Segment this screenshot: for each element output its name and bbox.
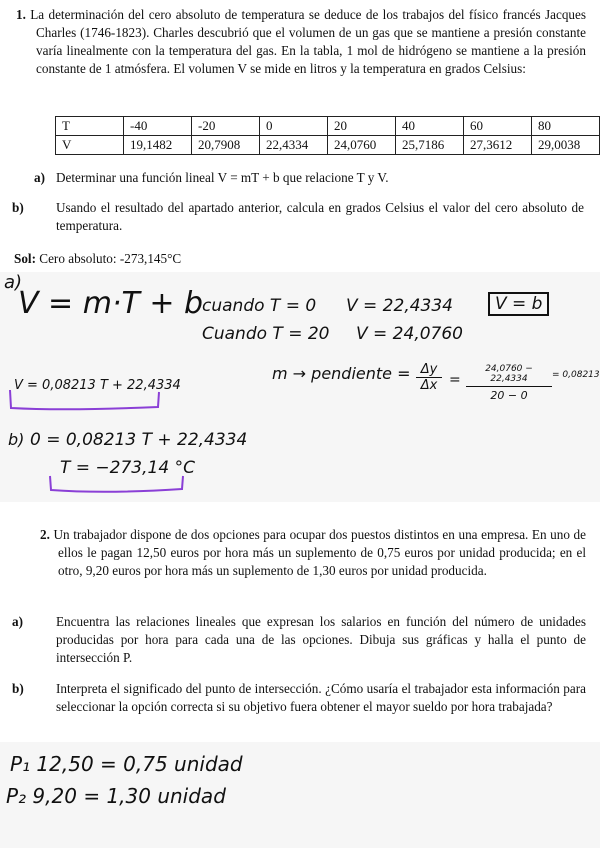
hand-part-a: a): [4, 272, 23, 293]
hand-frac-den: 20 − 0: [490, 389, 528, 402]
hand-fraction-values: [466, 364, 552, 402]
question-label: b): [12, 681, 24, 696]
question-label: a): [34, 170, 45, 185]
table-cell: -40: [124, 117, 192, 136]
table-cell: 24,0760: [328, 136, 396, 155]
purple-underline-1: [6, 384, 166, 414]
table-cell: 27,3612: [464, 136, 532, 155]
purple-underline-2: [46, 470, 188, 498]
problem-2-statement: [14, 526, 586, 580]
table-cell: 0: [260, 117, 328, 136]
question-text: Encuentra las relaciones lineales que expresan los salarios en función del número de unidades producidas por hora para cada una de las opciones. Dibuja sus gráficas y halla el punto de intersección P.: [56, 614, 586, 665]
question-text: Usando el resultado del apartado anterior, calcula en grados Celsius el valor del cero absoluto de temperatura.: [56, 200, 584, 233]
table-cell: 29,0038: [532, 136, 600, 155]
temperature-volume-table: [55, 116, 600, 155]
table-cell: V: [56, 136, 124, 155]
solution-line: [14, 251, 181, 267]
table-cell: 25,7186: [396, 136, 464, 155]
hand-v-value-1: V = 22,4334: [346, 296, 453, 316]
hand-pendiente: m → pendiente =: [272, 364, 411, 383]
table-cell: 60: [464, 117, 532, 136]
solution-text: Cero absoluto: -273,145°C: [39, 251, 182, 266]
hand-v-value-2: V = 24,0760: [356, 324, 463, 344]
hand-fraction-delta: [416, 362, 442, 393]
hand-frac-num: 24,0760 − 22,4334: [466, 364, 552, 387]
question-2b: [12, 680, 586, 716]
hand-frac-num: Δy: [416, 362, 442, 378]
table-cell: T: [56, 117, 124, 136]
table-cell: 80: [532, 117, 600, 136]
question-2a: [12, 613, 586, 667]
hand-part-b: b): [8, 430, 25, 449]
table-cell: 22,4334: [260, 136, 328, 155]
hand-equals: =: [449, 372, 461, 388]
hand-equation: V = m·T + b: [18, 286, 204, 321]
hand-m-result: = 0,08213: [552, 370, 600, 380]
question-text: Determinar una función lineal V = mT + b que relacione T y V.: [56, 170, 389, 185]
hand-cuando-1: cuando T = 0: [202, 296, 317, 316]
statement-text: Un trabajador dispone de dos opciones para ocupar dos puestos distintos en una empresa. En uno de ellos le pagan 12,50 euros por hora más un suplemento de 0,75 euros por unidad producida; en el otro, 9,20 euros por hora más un suplemento de 1,30 euros por unidad producida.: [53, 527, 587, 578]
table-row: [56, 117, 600, 136]
problem-number: 2.: [40, 527, 50, 542]
table-cell: 40: [396, 117, 464, 136]
hand-equation-b: 0 = 0,08213 T + 22,4334: [30, 430, 248, 450]
problem-1-statement: [16, 6, 586, 78]
question-1b: [12, 199, 584, 235]
question-text: Interpreta el significado del punto de intersección. ¿Cómo usaría el trabajador esta información para seleccionar la opción correcta si su objetivo fuera obtener el mayor sueldo por hora trabajada?: [56, 681, 586, 714]
question-1a: [34, 169, 554, 187]
problem-1: [16, 6, 586, 78]
question-label: a): [12, 614, 23, 629]
statement-text: La determinación del cero absoluto de temperatura se deduce de los trabajos del físico francés Jacques Charles (1746-1823). Charles descubrió que el volumen de un gas que se mantiene a presión constante varía linealmente con la temperatura del gas. En la tabla, 1 mol de hidrógeno se mantiene a la presión constante de 1 atmósfera. El volumen V se mide en litros y la temperatura en grados Celsius:: [30, 7, 586, 76]
question-label: b): [12, 200, 24, 215]
table-cell: 20: [328, 117, 396, 136]
hand-option-2: P₂ 9,20 = 1,30 unidad: [6, 784, 226, 808]
table-cell: -20: [192, 117, 260, 136]
problem-2: [14, 526, 586, 580]
table-cell: 19,1482: [124, 136, 192, 155]
hand-boxed-vb: V = b: [488, 292, 549, 316]
solution-label: Sol:: [14, 251, 36, 266]
problem-number: 1.: [16, 7, 26, 22]
hand-frac-den: Δx: [420, 378, 438, 393]
table-cell: 20,7908: [192, 136, 260, 155]
table-row: [56, 136, 600, 155]
hand-boxed-equation: V = 0,08213 T + 22,4334: [14, 378, 181, 393]
hand-option-1: P₁ 12,50 = 0,75 unidad: [10, 752, 243, 776]
hand-cuando-2: Cuando T = 20: [202, 324, 330, 344]
hand-t-result: T = −273,14 °C: [60, 458, 195, 478]
